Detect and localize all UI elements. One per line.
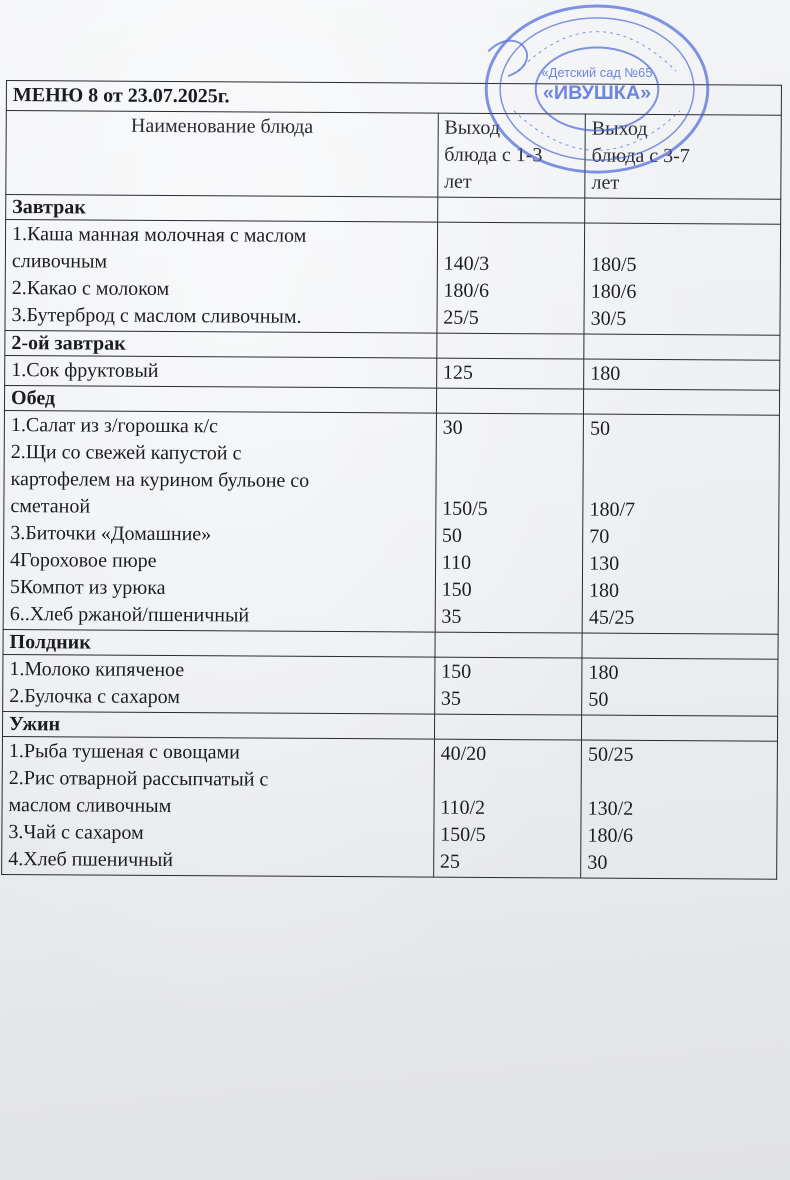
dish-name-line: 3.Биточки «Домашние» (10, 522, 212, 546)
yield-1-3-list (436, 358, 584, 389)
yield-3-7-value: 70 (589, 525, 610, 548)
yield-3-7-value: 50 (588, 688, 609, 711)
section-empty-cell (584, 334, 780, 360)
header-yield-3-7-line: Выход (591, 117, 648, 140)
dish-name-line: 4.Хлеб пшеничный (8, 848, 174, 872)
yield-1-3-value: 110/2 (440, 796, 486, 819)
header-dish-name: Наименование блюда (6, 111, 438, 198)
section-items-row (3, 410, 779, 634)
yield-3-7-list (582, 658, 778, 716)
section-empty-cell (435, 632, 583, 658)
yield-3-7-value: 180 (588, 579, 620, 602)
yield-3-7-value: 180 (590, 362, 621, 385)
dish-name-line: 2.Булочка с сахаром (9, 685, 180, 709)
dish-name-line: 3.Бутерброд с маслом сливочным. (11, 304, 302, 328)
section-name: Завтрак (6, 195, 438, 223)
title-row (6, 81, 781, 116)
dish-list (3, 654, 435, 714)
dish-list (5, 220, 437, 334)
yield-3-7-list (584, 223, 781, 335)
section-name: Обед (4, 385, 436, 413)
yield-3-7-value: 50 (589, 417, 611, 440)
header-yield-1-3-line: лет (444, 170, 472, 193)
section-empty-cell (437, 197, 585, 223)
header-yield-1-3-line: Выход (444, 116, 501, 140)
section-empty-cell (585, 198, 781, 224)
yield-1-3-value: 150/5 (442, 497, 488, 520)
header-yield-3-7-line: блюда с 3-7 (591, 144, 690, 168)
section-empty-cell (436, 388, 584, 414)
yield-1-3-list (434, 657, 582, 715)
dish-list (2, 736, 435, 877)
stamp-line: «Детский сад №65 (541, 65, 653, 81)
yield-1-3-list (433, 739, 581, 878)
yield-3-7-value: 180 (588, 661, 619, 684)
spacer (591, 225, 774, 253)
dish-name-line: маслом сливочным (8, 794, 172, 818)
yield-3-7-list (584, 359, 780, 390)
header-row (6, 111, 781, 200)
spacer (444, 224, 579, 252)
yield-3-7-value: 30/5 (590, 307, 627, 330)
yield-1-3-value: 30 (442, 416, 463, 439)
header-yield-1-3 (438, 113, 586, 198)
section-name: Полдник (3, 629, 435, 657)
section-empty-cell (437, 333, 585, 359)
dish-list (5, 355, 437, 388)
dish-name-line: картофелем на курином бульоне со (10, 468, 310, 492)
yield-1-3-list (435, 413, 584, 633)
section-name: Ужин (2, 711, 434, 739)
dish-name-line: 1.Салат из з/горошка к/с (10, 414, 219, 438)
section-items-row (5, 220, 781, 336)
header-yield-3-7-line: лет (591, 171, 620, 194)
dish-name-line: 1.Молоко кипяченое (9, 658, 185, 682)
stamp-line: «ИВУШКА» (542, 81, 652, 104)
section-items-row (2, 736, 778, 879)
dish-name-line: 1.Сок фруктовый (11, 359, 159, 382)
spacer (440, 768, 575, 796)
yield-1-3-value: 25 (439, 850, 461, 873)
header-yield-3-7 (585, 114, 781, 199)
spacer (588, 769, 771, 797)
section-items-row (3, 654, 778, 716)
spacer (590, 443, 773, 471)
dish-name-line: 1.Рыба тушеная с овощами (8, 740, 240, 764)
dish-name-line: 2.Щи со свежей капустой с (10, 441, 242, 465)
yield-3-7-list (582, 414, 779, 634)
dish-name-line: 5Компот из урюка (9, 576, 166, 599)
yield-1-3-value: 125 (442, 361, 474, 384)
section-items-row (5, 355, 780, 390)
yield-1-3-value: 35 (441, 605, 462, 628)
yield-3-7-value: 130/2 (587, 797, 634, 820)
yield-1-3-value: 150/5 (440, 823, 486, 846)
yield-3-7-value: 180/7 (589, 498, 636, 521)
spacer (590, 470, 773, 498)
yield-3-7-list (581, 740, 778, 879)
section-empty-cell (582, 715, 778, 741)
menu-title: МЕНЮ 8 от 23.07.2025г. (6, 81, 781, 116)
dish-name-line: 3.Чай с сахаром (8, 821, 144, 844)
yield-1-3-value: 110 (441, 551, 472, 574)
yield-3-7-value: 30 (587, 851, 608, 874)
yield-3-7-value: 45/25 (588, 606, 635, 629)
dish-name-line: 6..Хлеб ржаной/пшеничный (9, 603, 250, 627)
yield-1-3-value: 150 (441, 578, 472, 601)
section-name: 2-ой завтрак (5, 330, 437, 358)
yield-1-3-value: 180/6 (443, 279, 490, 302)
spacer (442, 469, 577, 497)
section-empty-cell (584, 389, 780, 415)
menu-table-body (2, 81, 782, 880)
yield-3-7-value: 130 (589, 552, 620, 575)
section-empty-cell (434, 714, 582, 740)
dish-list (3, 410, 436, 632)
yield-1-3-value: 35 (440, 687, 462, 710)
yield-3-7-value: 180/5 (590, 253, 637, 276)
dish-name-line: 1.Каша манная молочная с маслом (11, 223, 307, 247)
yield-3-7-value: 180/6 (587, 824, 634, 847)
yield-1-3-list (437, 222, 585, 334)
yield-1-3-value: 50 (441, 524, 463, 547)
yield-1-3-value: 150 (441, 660, 472, 683)
spacer (442, 442, 577, 470)
dish-name-line: сливочным (11, 250, 108, 273)
dish-name-line: сметаной (10, 495, 91, 518)
dish-name-line: 4Гороховое пюре (10, 549, 157, 572)
header-yield-1-3-line: блюда с 1-3 (444, 143, 543, 167)
dish-name-line: 2.Рис отварной рассыпчатый с (8, 767, 269, 791)
dish-name-line: 2.Какао с молоком (11, 277, 170, 301)
yield-3-7-value: 180/6 (590, 280, 637, 303)
yield-1-3-value: 140/3 (443, 252, 490, 275)
yield-1-3-value: 40/20 (440, 742, 487, 765)
section-empty-cell (582, 633, 778, 659)
yield-1-3-value: 25/5 (443, 306, 479, 329)
menu-table (1, 80, 782, 880)
yield-3-7-value: 50/25 (587, 743, 634, 766)
